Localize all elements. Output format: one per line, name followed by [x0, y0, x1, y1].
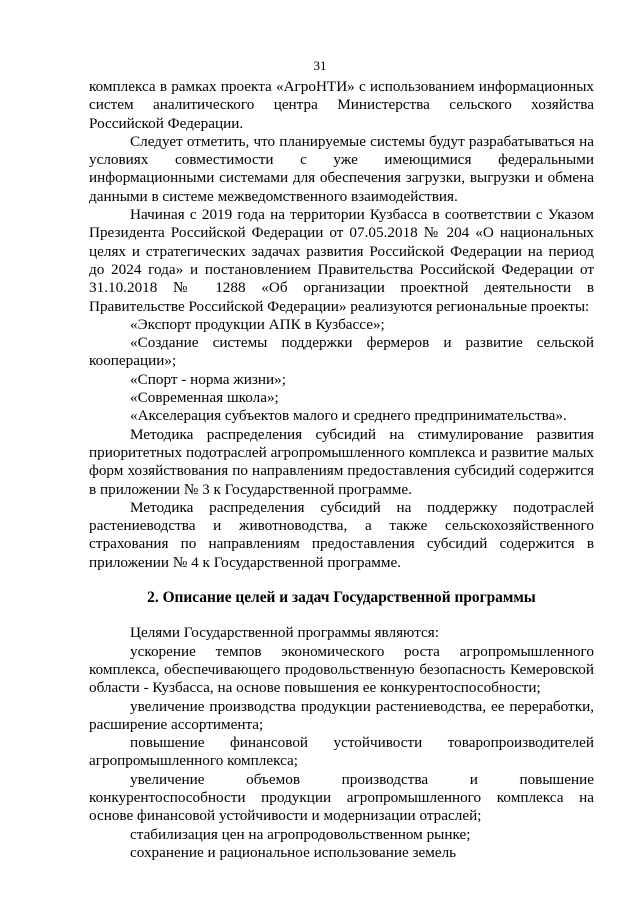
- page-body: [89, 78, 594, 862]
- list-item: увеличение объемов производства и повышение конкурентоспособности продукции агропромышленного комплекса на основе финансовой устойчивости и модернизации отраслей;: [89, 770, 594, 825]
- paragraph: Целями Государственной программы являются:: [130, 624, 439, 642]
- list-item: «Экспорт продукции АПК в Кузбассе»;: [130, 315, 385, 333]
- list-item: сохранение и рациональное использование земель: [130, 843, 457, 861]
- paragraph: Методика распределения субсидий на поддержку подотраслей растениеводства и животноводства, а также сельскохозяйственного страхования по направлениям предоставления субсидий содержится в приложении № 4 к Государственной программе.: [89, 498, 594, 571]
- list-item: «Спорт - норма жизни»;: [130, 370, 286, 388]
- list-item: стабилизация цен на агропродовольственном рынке;: [130, 825, 471, 843]
- intro-text-block: [89, 78, 594, 572]
- spacer: [89, 572, 594, 589]
- spacer: [89, 607, 594, 624]
- list-item: ускорение темпов экономического роста агропромышленного комплекса, обеспечивающего продовольственную безопасность Кемеровской области - Кузбасса, на основе повышения ее конкурентоспособности;: [89, 642, 594, 697]
- paragraph: комплекса в рамках проекта «АгроНТИ» с использованием информационных систем аналитического центра Министерства сельского хозяйства Российской Федерации.: [89, 78, 594, 132]
- paragraph: Методика распределения субсидий на стимулирование развития приоритетных подотраслей агропромышленного комплекса и развитие малых форм хозяйствования по направлениям предоставления субсидий содержится в приложении № 3 к Государственной программе.: [89, 425, 594, 498]
- list-item: «Акселерация субъектов малого и среднего предпринимательства».: [130, 407, 567, 425]
- paragraph: Начиная с 2019 года на территории Кузбасса в соответствии с Указом Президента Российской Федерации от 07.05.2018 № 204 «О национальных целях и стратегических задачах развития Российской Федерации на период до 2024 года» и постановлением Правительства Российской Федерации от 31.10.2018 № 1288 «Об организации проектной деятельности в Правительстве Российской Федерации» реализуются региональные проекты:: [89, 206, 594, 315]
- list-item: «Современная школа»;: [130, 389, 279, 407]
- paragraph: Следует отметить, что планируемые системы будут разрабатываться на условиях совместимости с уже имеющимися федеральными информационными системами для обеспечения загрузки, выгрузки и обмена данными в системе межведомственного взаимодействия.: [89, 132, 594, 205]
- goals-text-block: [89, 624, 594, 862]
- list-item: увеличение производства продукции растениеводства, ее переработки, расширение ассортимента;: [89, 697, 594, 733]
- list-item: «Создание системы поддержки фермеров и развитие сельской кооперации»;: [89, 334, 594, 370]
- list-item: повышение финансовой устойчивости товаропроизводителей агропромышленного комплекса;: [89, 734, 594, 770]
- section-heading: 2. Описание целей и задач Государственной программы: [147, 589, 536, 607]
- page-number: 31: [313, 58, 327, 73]
